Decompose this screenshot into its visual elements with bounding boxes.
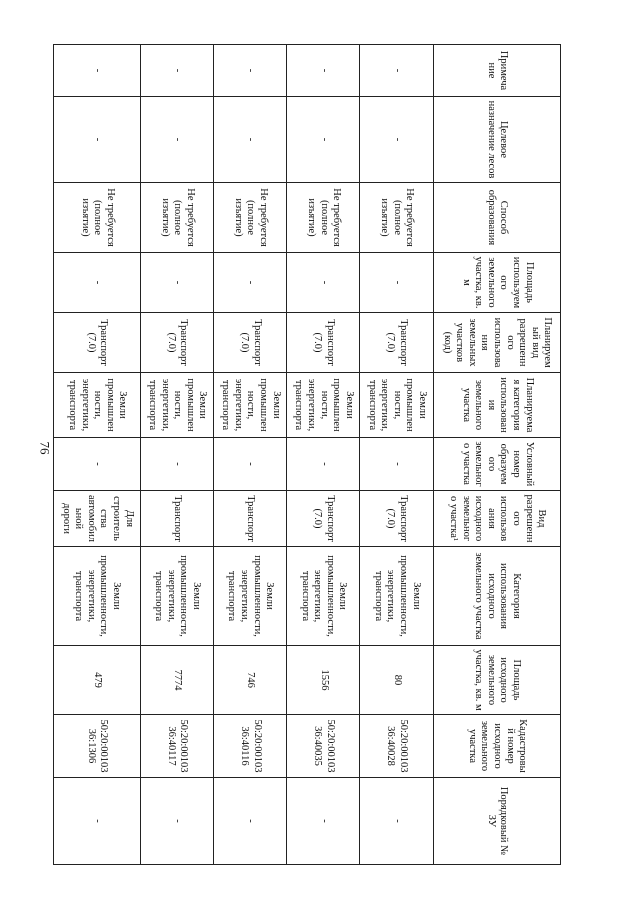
header-plan-use: Планируемый вид разрешенного использования земельных участков (код) xyxy=(433,313,560,373)
cell-area-src: 80 xyxy=(360,646,433,715)
cell-area-used: - xyxy=(214,253,287,313)
cell-plan-category: Земли промышленности, энергетики, транспорта xyxy=(54,373,141,438)
cell-no: - xyxy=(287,778,360,865)
land-plots-table xyxy=(53,44,561,865)
header-area-src: Площадь исходного земельного участка, кв. м xyxy=(433,646,560,715)
cell-plan-category: Земли промышленности, энергетики, транспорта xyxy=(360,373,433,438)
cell-category-src: Земли промышленности, энергетики, транспорта xyxy=(214,547,287,646)
cell-no: - xyxy=(54,778,141,865)
cell-category-src: Земли промышленности, энергетики, транспорта xyxy=(54,547,141,646)
cell-no: - xyxy=(140,778,213,865)
table-container xyxy=(53,44,561,864)
header-note: Примечание xyxy=(433,45,560,97)
cell-cadastral: 50:20:0010336:40116 xyxy=(214,715,287,778)
header-method: Способ образования xyxy=(433,183,560,253)
cell-area-used: - xyxy=(360,253,433,313)
cell-plan-category: Земли промышленности, энергетики, транспорта xyxy=(214,373,287,438)
cell-note: - xyxy=(360,45,433,97)
header-category-src: Категория использования исходного земельного участка xyxy=(433,547,560,646)
cell-plan-category: Земли промышленности, энергетики, транспорта xyxy=(140,373,213,438)
page-number: 76 xyxy=(37,441,53,455)
header-area-used: Площадь используемого земельного участка, кв. м xyxy=(433,253,560,313)
cell-category-src: Земли промышленности, энергетики, транспорта xyxy=(287,547,360,646)
cell-note: - xyxy=(287,45,360,97)
table-rotated xyxy=(53,44,561,864)
cell-cond-no: - xyxy=(287,438,360,491)
table-row xyxy=(54,45,141,865)
cell-method: Не требуется (полное изъятие) xyxy=(360,183,433,253)
cell-forest: - xyxy=(214,97,287,183)
cell-cadastral: 50:20:0010336:40035 xyxy=(287,715,360,778)
cell-note: - xyxy=(54,45,141,97)
cell-area-src: 479 xyxy=(54,646,141,715)
cell-plan-use: Транспорт (7.0) xyxy=(287,313,360,373)
cell-area-src: 7774 xyxy=(140,646,213,715)
cell-forest: - xyxy=(287,97,360,183)
cell-area-used: - xyxy=(54,253,141,313)
cell-cadastral: 50:20:0010336:40028 xyxy=(360,715,433,778)
cell-area-used: - xyxy=(287,253,360,313)
cell-use-src: Транспорт (7.0) xyxy=(360,491,433,547)
table-row xyxy=(214,45,287,865)
cell-note: - xyxy=(140,45,213,97)
cell-cond-no: - xyxy=(214,438,287,491)
cell-cadastral: 50:20:0010336:40117 xyxy=(140,715,213,778)
cell-plan-use: Транспорт (7.0) xyxy=(214,313,287,373)
header-cadastral: Кадастровый номер исходного земельного участка xyxy=(433,715,560,778)
header-forest: Целевое назначение лесов xyxy=(433,97,560,183)
cell-use-src: Транспорт xyxy=(214,491,287,547)
cell-category-src: Земли промышленности, энергетики, транспорта xyxy=(360,547,433,646)
cell-forest: - xyxy=(54,97,141,183)
cell-no: - xyxy=(360,778,433,865)
cell-method: Не требуется (полное изъятие) xyxy=(287,183,360,253)
header-row xyxy=(433,45,560,865)
cell-plan-category: Земли промышленности, энергетики, транспорта xyxy=(287,373,360,438)
header-plan-category: Планируемая категория использования земельного участка xyxy=(433,373,560,438)
header-no: Порядковый № ЗУ xyxy=(433,778,560,865)
cell-area-used: - xyxy=(140,253,213,313)
cell-use-src: Транспорт (7.0) xyxy=(287,491,360,547)
table-row xyxy=(360,45,433,865)
cell-forest: - xyxy=(360,97,433,183)
cell-cond-no: - xyxy=(140,438,213,491)
cell-method: Не требуется (полное изъятие) xyxy=(214,183,287,253)
cell-use-src: Транспорт xyxy=(140,491,213,547)
cell-area-src: 1556 xyxy=(287,646,360,715)
cell-plan-use: Транспорт (7.0) xyxy=(54,313,141,373)
cell-cond-no: - xyxy=(54,438,141,491)
cell-area-src: 746 xyxy=(214,646,287,715)
header-use-src: Вид разрешенного использования исходного земельного участка¹ xyxy=(433,491,560,547)
cell-category-src: Земли промышленности, энергетики, транспорта xyxy=(140,547,213,646)
table-row xyxy=(287,45,360,865)
cell-method: Не требуется (полное изъятие) xyxy=(54,183,141,253)
cell-forest: - xyxy=(140,97,213,183)
cell-note: - xyxy=(214,45,287,97)
cell-use-src: Для строительства автомобильной дороги xyxy=(54,491,141,547)
table-row xyxy=(140,45,213,865)
cell-plan-use: Транспорт (7.0) xyxy=(360,313,433,373)
cell-no: - xyxy=(214,778,287,865)
cell-cond-no: - xyxy=(360,438,433,491)
cell-method: Не требуется (полное изъятие) xyxy=(140,183,213,253)
header-cond-no: Условный номер образуемого земельного участка xyxy=(433,438,560,491)
cell-cadastral: 50:20:0010336:1306 xyxy=(54,715,141,778)
cell-plan-use: Транспорт (7.0) xyxy=(140,313,213,373)
